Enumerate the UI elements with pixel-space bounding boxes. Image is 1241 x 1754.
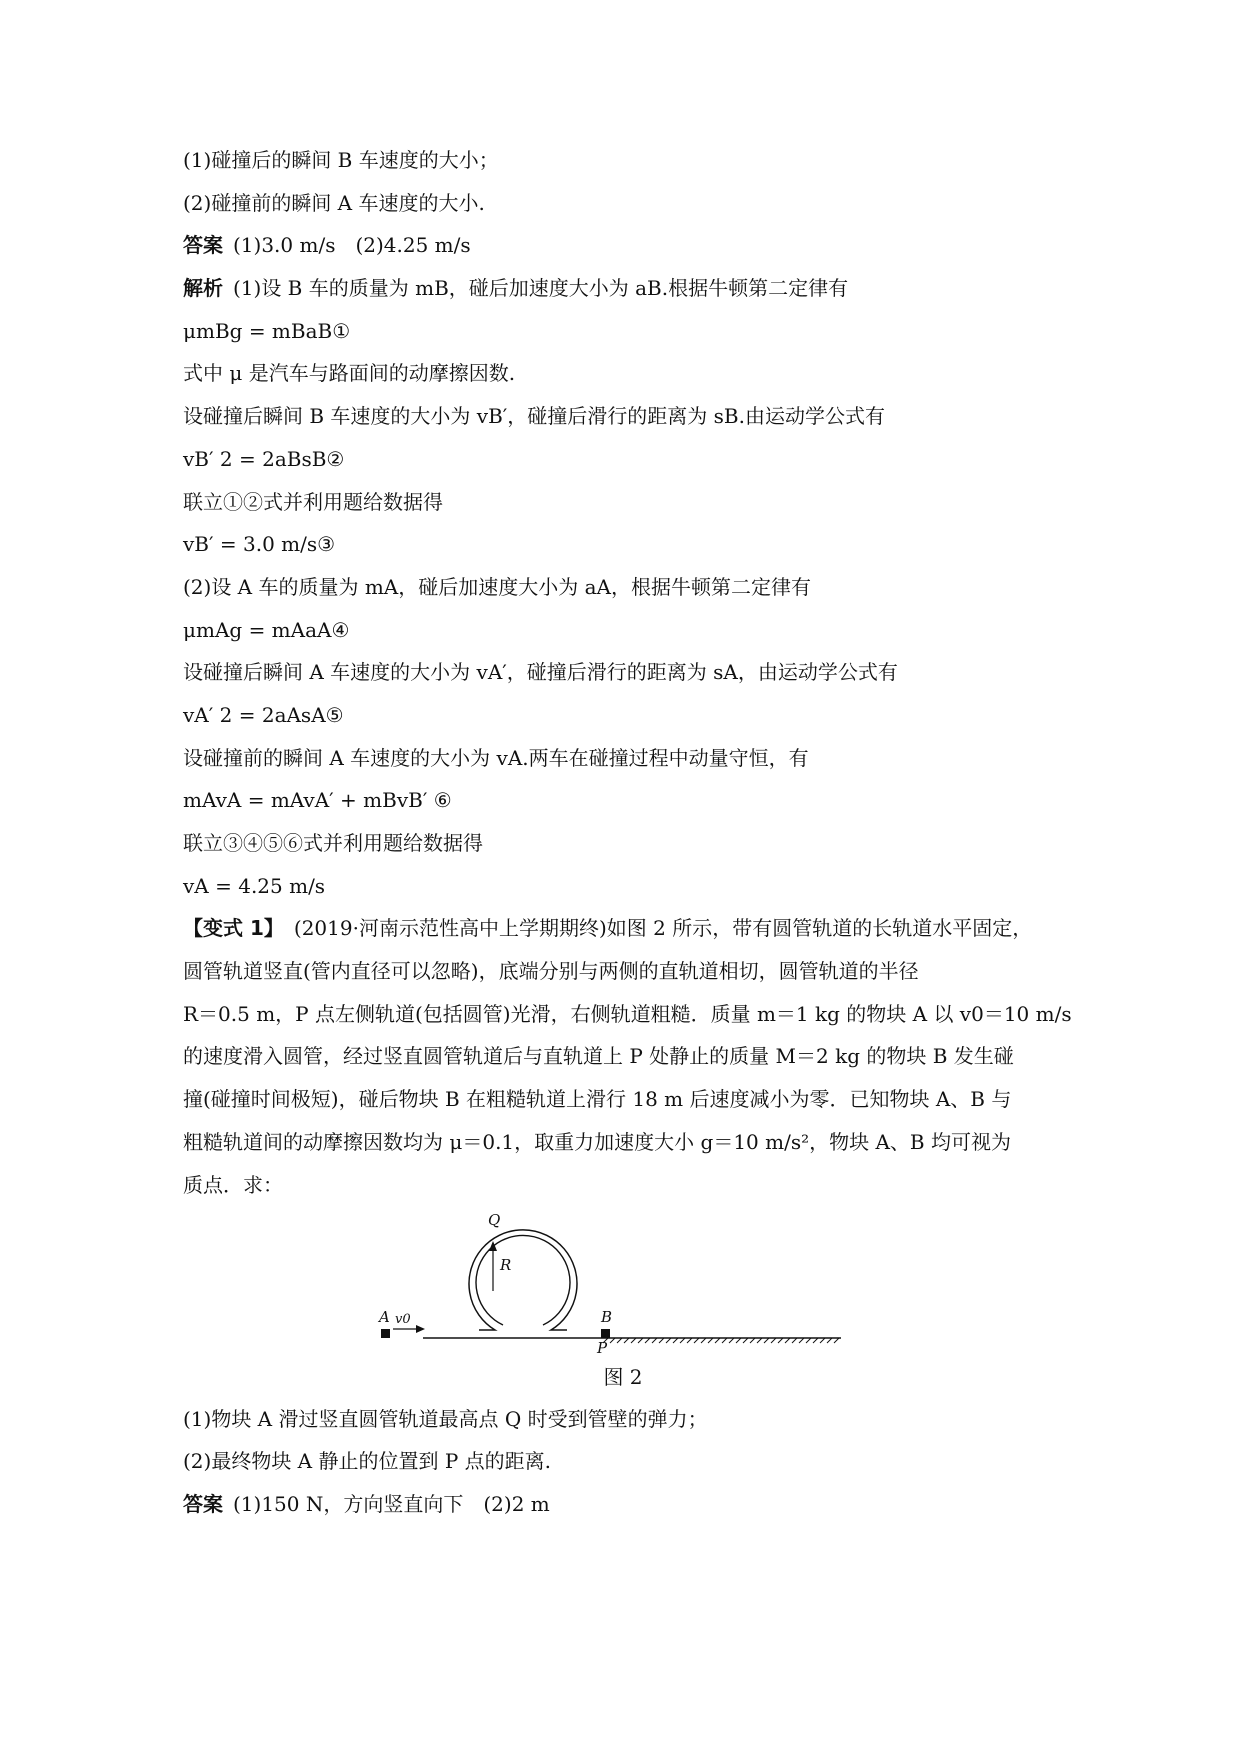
- label-P: P: [597, 1338, 608, 1357]
- label-R: R: [500, 1255, 512, 1274]
- label-v0: v0: [395, 1311, 411, 1327]
- problem-line: R＝0.5 m，P 点左侧轨道(包括圆管)光滑，右侧轨道粗糙．质量 m＝1 kg 的物块 A 以 v0＝10 m/s: [183, 1001, 1072, 1026]
- equation-line: vB′ 2 = 2aBsB②: [183, 446, 345, 471]
- problem-line: 质点．求：: [183, 1172, 283, 1197]
- variant-line: 【变式 1】 (2019·河南示范性高中上学期期终)如图 2 所示，带有圆管轨道的长轨道水平固定，: [183, 916, 1033, 941]
- final-answer-line: 答案 (1)150 N，方向竖直向下 (2)2 m: [183, 1491, 550, 1516]
- question-line: (2)最终物块 A 静止的位置到 P 点的距离.: [183, 1449, 552, 1474]
- equation-line: vB′ = 3.0 m/s③: [183, 532, 336, 557]
- answer-label: 答案: [183, 233, 223, 258]
- label-Q: Q: [488, 1210, 501, 1229]
- analysis-line: 解析 (1)设 B 车的质量为 mB，碰后加速度大小为 aB.根据牛顿第二定律有: [183, 276, 849, 301]
- problem-line: 圆管轨道竖直(管内直径可以忽略)，底端分别与两侧的直轨道相切，圆管轨道的半径: [183, 959, 919, 984]
- answer-label: 答案: [183, 1491, 223, 1516]
- equation-line: vA′ 2 = 2aAsA⑤: [183, 702, 344, 727]
- answer-line: 答案 (1)3.0 m/s (2)4.25 m/s: [183, 233, 471, 258]
- analysis-label: 解析: [183, 276, 223, 301]
- text-line: 设碰撞后瞬间 A 车速度的大小为 vA′，碰撞后滑行的距离为 sA，由运动学公式有: [183, 660, 898, 685]
- text-line: 式中 μ 是汽车与路面间的动摩擦因数.: [183, 361, 516, 386]
- loop-track-figure: [183, 1211, 1063, 1361]
- text-line: 设碰撞前的瞬间 A 车速度的大小为 vA.两车在碰撞过程中动量守恒，有: [183, 745, 809, 770]
- label-A: A: [379, 1307, 390, 1326]
- label-B: B: [601, 1307, 613, 1326]
- text-line: (2)碰撞前的瞬间 A 车速度的大小.: [183, 190, 485, 215]
- loop-track-diagram: [183, 1211, 1063, 1361]
- equation-line: mAvA = mAvA′ + mBvB′ ⑥: [183, 788, 452, 813]
- document-page: [183, 148, 1072, 1535]
- text-line: (1)碰撞后的瞬间 B 车速度的大小；: [183, 148, 499, 172]
- question-line: (1)物块 A 滑过竖直圆管轨道最高点 Q 时受到管壁的弹力；: [183, 1406, 708, 1431]
- text-line: 联立①②式并利用题给数据得: [183, 489, 443, 514]
- text-line: 设碰撞后瞬间 B 车速度的大小为 vB′，碰撞后滑行的距离为 sB.由运动学公式有: [183, 404, 885, 429]
- text-line: 联立③④⑤⑥式并利用题给数据得: [183, 831, 483, 855]
- text-line: (2)设 A 车的质量为 mA，碰后加速度大小为 aA，根据牛顿第二定律有: [183, 574, 811, 599]
- variant-label: 【变式 1】: [183, 916, 284, 941]
- problem-line: 粗糙轨道间的动摩擦因数均为 μ＝0.1，取重力加速度大小 g＝10 m/s²，物块 A、B 均可视为: [183, 1129, 1011, 1154]
- equation-line: vA = 4.25 m/s: [183, 873, 326, 898]
- figure-caption: 图 2: [603, 1364, 643, 1389]
- equation-line: μmBg = mBaB①: [183, 318, 351, 343]
- equation-line: μmAg = mAaA④: [183, 617, 350, 642]
- problem-line: 的速度滑入圆管，经过竖直圆管轨道后与直轨道上 P 处静止的质量 M＝2 kg 的物块 B 发生碰: [183, 1044, 1014, 1069]
- problem-line: 撞(碰撞时间极短)，碰后物块 B 在粗糙轨道上滑行 18 m 后速度减小为零．已知物块 A、B 与: [183, 1087, 1012, 1112]
